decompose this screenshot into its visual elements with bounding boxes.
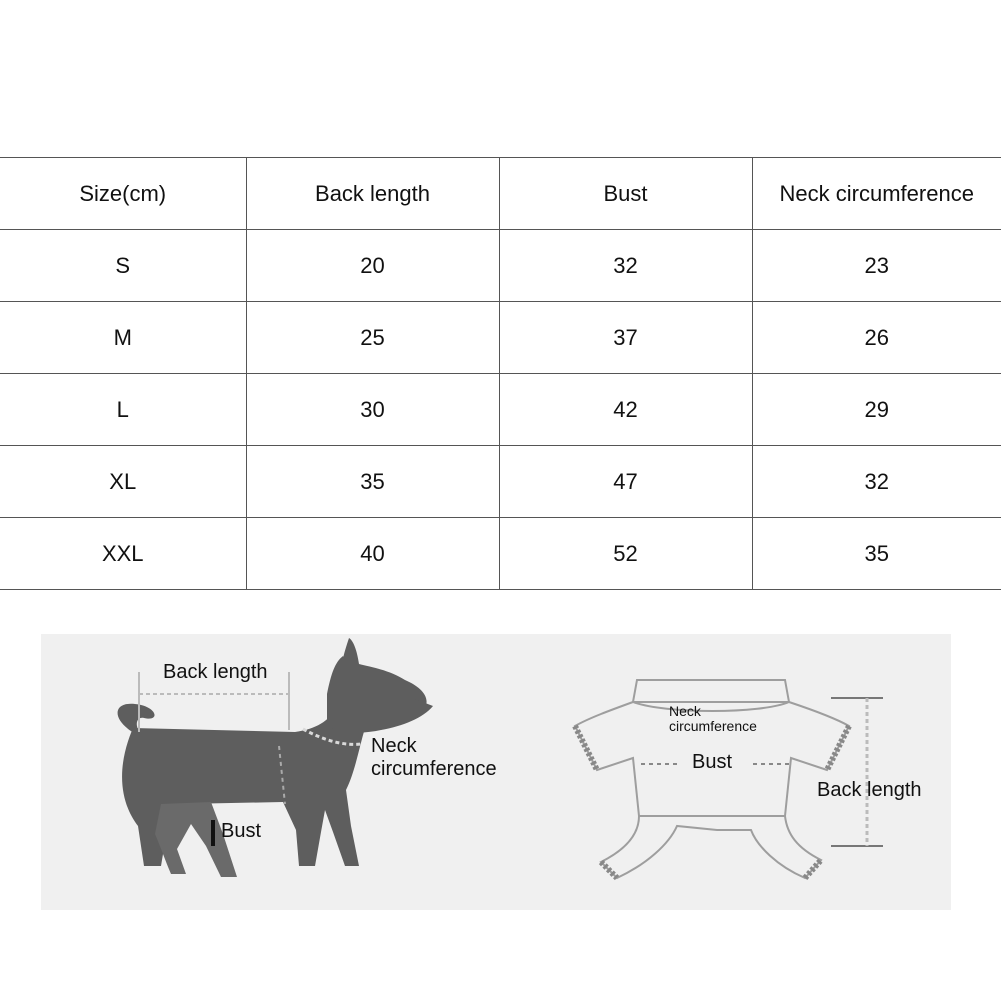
cell-neck: 32 [752, 446, 1001, 518]
garment-bust-label: Bust [692, 751, 733, 773]
cell-back-length: 40 [246, 518, 499, 590]
header-back-length: Back length [246, 158, 499, 230]
cell-bust: 52 [499, 518, 752, 590]
table-row [0, 230, 1001, 302]
garment-neck-label-line1: Neck [669, 703, 701, 719]
header-bust: Bust [499, 158, 752, 230]
cell-bust: 37 [499, 302, 752, 374]
cell-size: XXL [0, 518, 246, 590]
cell-neck: 23 [752, 230, 1001, 302]
cell-bust: 42 [499, 374, 752, 446]
table-row [0, 302, 1001, 374]
table-header-row [0, 158, 1001, 230]
cell-neck: 26 [752, 302, 1001, 374]
garment-outline [575, 680, 849, 878]
cell-back-length: 30 [246, 374, 499, 446]
cell-neck: 35 [752, 518, 1001, 590]
header-size: Size(cm) [0, 158, 246, 230]
cell-back-length: 35 [246, 446, 499, 518]
cell-bust: 47 [499, 446, 752, 518]
cell-back-length: 20 [246, 230, 499, 302]
garment-back-length-label: Back length [817, 779, 922, 801]
cell-back-length: 25 [246, 302, 499, 374]
cell-neck: 29 [752, 374, 1001, 446]
table-row [0, 446, 1001, 518]
cell-size: XL [0, 446, 246, 518]
garment-neck-label-line2: circumference [669, 718, 757, 734]
cell-size: M [0, 302, 246, 374]
cell-bust: 32 [499, 230, 752, 302]
dog-bust-label: Bust [221, 820, 262, 842]
dog-neck-label-line2: circumference [371, 758, 497, 780]
cell-size: L [0, 374, 246, 446]
measurement-diagram-panel [41, 634, 951, 910]
table-row [0, 518, 1001, 590]
size-chart-table [0, 157, 1001, 590]
dog-back-length-label: Back length [163, 661, 268, 683]
table-row [0, 374, 1001, 446]
dog-neck-label-line1: Neck [371, 735, 417, 757]
cell-size: S [0, 230, 246, 302]
header-neck-circumference: Neck circumference [752, 158, 1001, 230]
